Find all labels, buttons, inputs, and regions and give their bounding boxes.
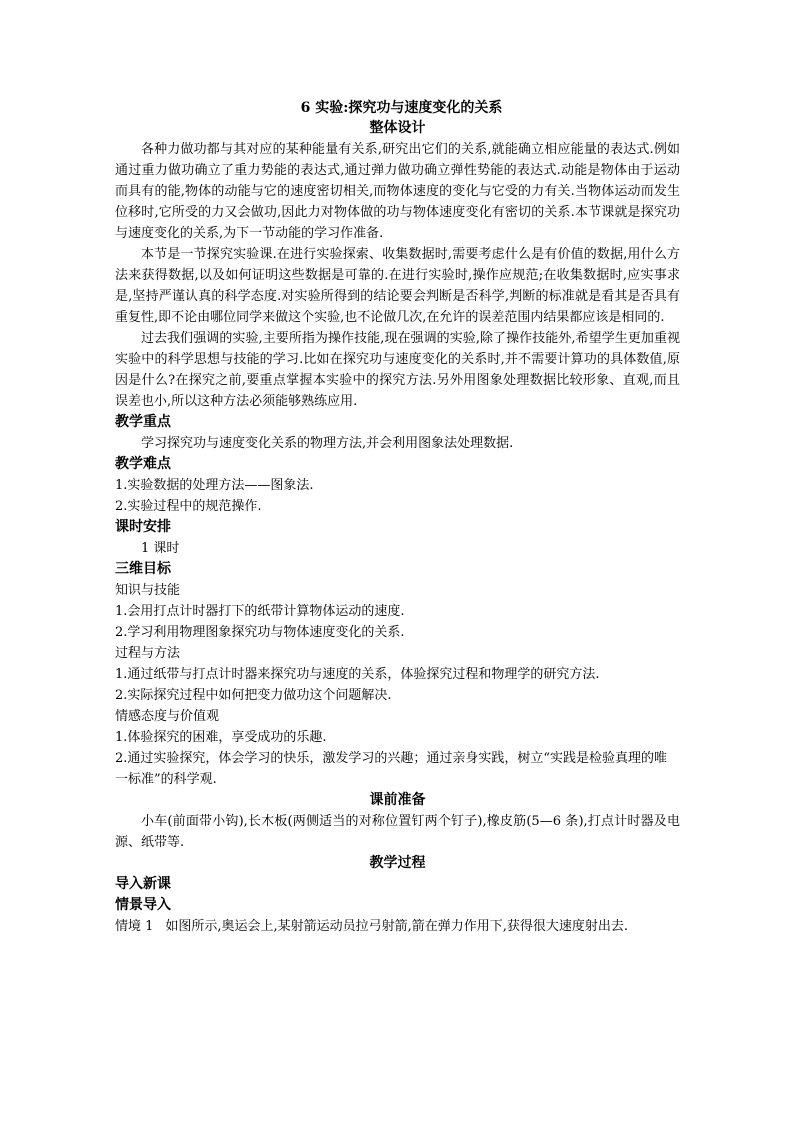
section-heading-overall-design: 整体设计 — [369, 120, 426, 136]
objective-item: 1.通过纸带与打点计时器来探究功与速度的关系，体验探究过程和物理学的研究方法. — [115, 667, 600, 682]
preparation-text: 小车(前面带小钩),长木板(两侧适当的对称位置钉两个钉子),橡皮筋(5—6 条),打点计时器及电源、纸带等. — [115, 814, 680, 850]
section-heading-schedule: 课时安排 — [115, 519, 171, 535]
scenario-tag: 情境 1 — [115, 919, 154, 934]
key-points-text: 学习探究功与速度变化关系的物理方法,并会利用图象法处理数据. — [141, 436, 514, 451]
objective-item: 2.实际探究过程中如何把变力做功这个问题解决. — [115, 688, 392, 703]
scenario-paragraph — [115, 916, 680, 937]
subheading-new-lesson: 导入新课 — [115, 876, 171, 892]
objective-group-label: 过程与方法 — [115, 646, 181, 661]
objective-item: 2.学习利用物理图象探究功与物体速度变化的关系. — [115, 625, 405, 640]
document-title: 6 实验:探究功与速度变化的关系 — [300, 100, 503, 116]
objective-group-label: 知识与技能 — [115, 583, 181, 598]
overall-design-paragraph: 本节是一节探究实验课.在进行实验探索、收集数据时,需要考虑什么是有价值的数据,用什么方法来获得数据,以及如何证明这些数据是可靠的.在进行实验时,操作应规范;在收集数据时,应实事求是,坚持严谨认真的科学态度.对实验所得到的结论要会判断是否科学,判断的标准就是看其是否具有重复性,即不论由哪位同学来做这个实验,也不论做几次,在允许的误差范围内结果都应该是相同的. — [115, 247, 680, 325]
objective-item: 1.会用打点计时器打下的纸带计算物体运动的速度. — [115, 604, 405, 619]
objective-item: 2.通过实验探究，体会学习的快乐，激发学习的兴趣；通过亲身实践，树立“实践是检验真理的唯一标准”的科学观. — [115, 751, 668, 787]
objective-group-label: 情感态度与价值观 — [115, 709, 220, 724]
subheading-scenario-intro: 情景导入 — [115, 897, 171, 913]
section-heading-objectives: 三维目标 — [115, 561, 171, 577]
section-heading-process: 教学过程 — [369, 855, 426, 871]
schedule-text: 1 课时 — [141, 541, 180, 556]
section-heading-key-points: 教学重点 — [115, 414, 171, 430]
section-heading-preparation: 课前准备 — [369, 792, 426, 808]
difficulty-item: 2.实验过程中的规范操作. — [115, 499, 262, 514]
overall-design-paragraph: 过去我们强调的实验,主要所指为操作技能,现在强调的实验,除了操作技能外,希望学生更加重视实验中的科学思想与技能的学习.比如在探究功与速度变化的关系时,并不需要计算功的具体数值,原因是什么?在探究之前,要重点掌握本实验中的探究方法.另外用图象处理数据比较形象、直观,而且误差也小,所以这种方法必须能够熟练应用. — [115, 331, 680, 409]
scenario-text: 如图所示,奥运会上,某射箭运动员拉弓射箭,箭在弹力作用下,获得很大速度射出去. — [165, 919, 629, 934]
overall-design-paragraph: 各种力做功都与其对应的某种能量有关系,研究出它们的关系,就能确立相应能量的表达式.例如通过重力做功确立了重力势能的表达式,通过弹力做功确立弹性势能的表达式.动能是物体由于运动而具有的能,物体的动能与它的速度密切相关,而物体速度的变化与它受的力有关.当物体运动而发生位移时,它所受的力又会做功,因此力对物体做的功与物体速度变化有密切的关系.本节课就是探究功与速度变化的关系,为下一节动能的学习作准备. — [115, 142, 680, 241]
section-heading-difficulties: 教学难点 — [115, 456, 171, 472]
objective-item: 1.体验探究的困难，享受成功的乐趣. — [115, 730, 327, 745]
difficulty-item: 1.实验数据的处理方法——图象法. — [115, 478, 314, 493]
